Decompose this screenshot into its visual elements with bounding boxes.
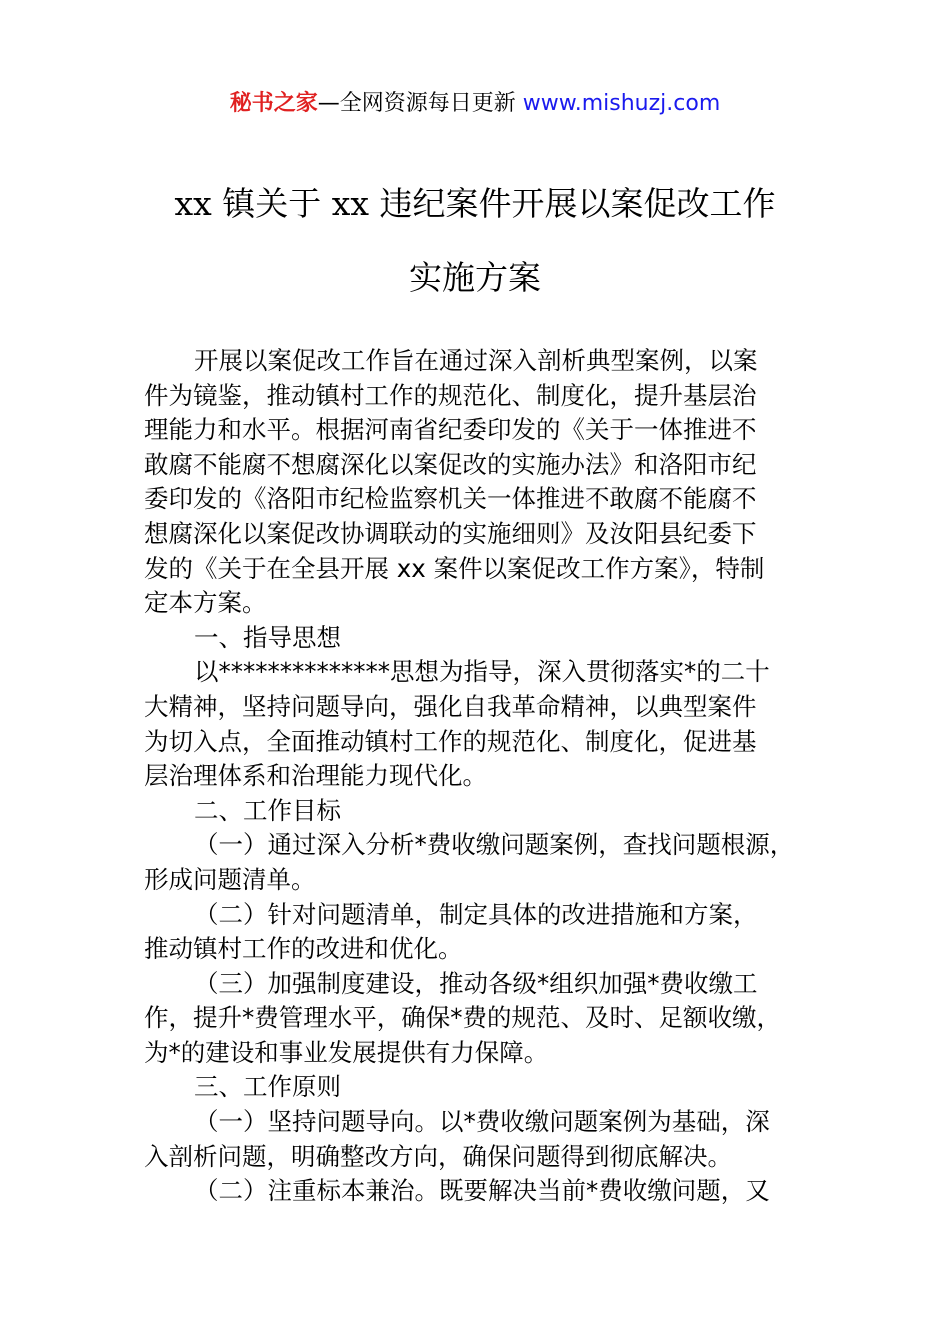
paragraph-line: 发的《关于在全县开展 xx 案件以案促改工作方案》，特制 — [144, 553, 765, 583]
paragraph-line: 件为镜鉴，推动镇村工作的规范化、制度化，提升基层治 — [144, 380, 757, 410]
paragraph-line: 委印发的《洛阳市纪检监察机关一体推进不敢腐不能腐不 — [144, 484, 757, 514]
paragraph-line: （三）加强制度建设，推动各级*组织加强*费收缴工 — [194, 968, 758, 998]
paragraph-line: 层治理体系和治理能力现代化。 — [144, 761, 487, 791]
document-body — [144, 344, 814, 1209]
paragraph-line: （二）注重标本兼治。既要解决当前*费收缴问题，又 — [194, 1176, 770, 1206]
site-tagline: —全网资源每日更新 — [317, 91, 523, 116]
section-heading: 二、工作目标 — [194, 795, 341, 825]
paragraph-line: 理能力和水平。根据河南省纪委印发的《关于一体推进不 — [144, 415, 757, 445]
paragraph-line: 作，提升*费管理水平，确保*费的规范、及时、足额收缴， — [144, 1003, 781, 1033]
site-header — [0, 88, 950, 120]
paragraph-line: 敢腐不能腐不想腐深化以案促改的实施办法》和洛阳市纪 — [144, 449, 757, 479]
paragraph-line: 以**************思想为指导，深入贯彻落实*的二十 — [194, 657, 770, 687]
paragraph-line: （一）坚持问题导向。以*费收缴问题案例为基础，深 — [194, 1107, 770, 1137]
paragraph-line: 为*的建设和事业发展提供有力保障。 — [144, 1037, 549, 1067]
paragraph-line: 定本方案。 — [144, 588, 267, 618]
document-title-line-1: xx 镇关于 xx 违纪案件开展以案促改工作 — [174, 184, 776, 223]
paragraph-line: 推动镇村工作的改进和优化。 — [144, 934, 463, 964]
paragraph-line: 大精神，坚持问题导向，强化自我革命精神，以典型案件 — [144, 691, 757, 721]
site-brand: 秘书之家 — [229, 91, 318, 116]
paragraph-line: 为切入点，全面推动镇村工作的规范化、制度化，促进基 — [144, 726, 757, 756]
site-url-link[interactable]: www.mishuzj.com — [522, 91, 721, 116]
paragraph-line: （一）通过深入分析*费收缴问题案例，查找问题根源， — [194, 830, 795, 860]
section-heading: 三、工作原则 — [194, 1072, 341, 1102]
paragraph-line: 形成问题清单。 — [144, 864, 316, 894]
paragraph-line: 想腐深化以案促改协调联动的实施细则》及汝阳县纪委下 — [144, 518, 757, 548]
paragraph-line: 入剖析问题，明确整改方向，确保问题得到彻底解决。 — [144, 1141, 732, 1171]
document-title-line-2: 实施方案 — [409, 258, 541, 297]
section-heading: 一、指导思想 — [194, 622, 341, 652]
paragraph-line: 开展以案促改工作旨在通过深入剖析典型案例，以案 — [194, 346, 758, 375]
paragraph-line: （二）针对问题清单，制定具体的改进措施和方案， — [194, 899, 758, 929]
